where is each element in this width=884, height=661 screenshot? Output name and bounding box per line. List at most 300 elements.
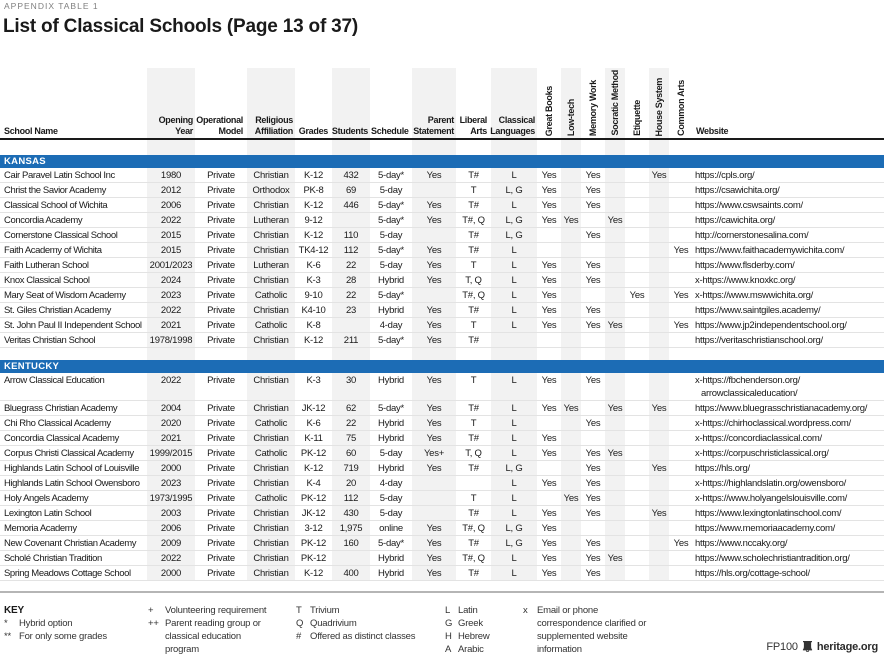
cell-name: St. John Paul II Independent School [4,320,142,331]
cell-students [331,318,371,332]
cell-model: Private [207,185,235,196]
cell-year: 2015 [160,230,182,241]
cell-languages: L, G [505,230,523,241]
cell-year: 2006 [160,523,182,534]
key-symbol: ++ [148,618,159,629]
cell-liberal: T#, Q [462,523,485,534]
cell-common [670,303,692,317]
cell-languages: L [511,375,517,386]
cell-parent: Yes [426,403,442,414]
cell-etiquette: Yes [629,290,645,301]
cell-model: Private [207,305,235,316]
cell-socratic [604,228,626,242]
cell-students: 22 [345,260,357,271]
table-row [0,213,884,228]
cell-liberal: T#, Q [462,290,485,301]
key-text: Hebrew [458,631,490,642]
key-entry [4,617,134,630]
cell-website: https://www.bluegrasschristianacademy.org/ [695,403,868,414]
cell-year: 2004 [160,403,182,414]
cell-grades: PK-12 [300,448,327,459]
cell-parent: Yes [426,335,442,346]
cell-model: Private [207,463,235,474]
cell-website [692,373,884,400]
cell-memory [582,431,604,445]
cell-students: 211 [343,335,359,346]
cell-religion: Christian [253,170,289,181]
heritage-bell-icon [802,641,813,653]
cell-year: 2006 [160,200,182,211]
cell-parent [411,506,457,520]
cell-great: Yes [541,200,557,211]
cell-low [560,431,582,445]
cell-parent: Yes [426,523,442,534]
cell-grades: JK-12 [301,508,326,519]
cell-year: 1973/1995 [149,493,193,504]
cell-house [648,183,670,197]
cell-etiquette [626,521,648,535]
cell-house [648,288,670,302]
cell-name: Corpus Christi Classical Academy [4,448,134,459]
website-line-2: arrowclassicaleducation/ [701,388,798,399]
cell-languages: L [511,508,517,519]
table-row [0,288,884,303]
cell-low [560,243,582,257]
cell-common [670,213,692,227]
cell-grades: K-6 [306,260,321,271]
key-group [445,604,518,656]
cell-name: Christ the Savior Academy [4,185,106,196]
cell-house [648,476,670,490]
cell-low [560,566,582,580]
table-row [0,521,884,536]
cell-languages: L [511,320,517,331]
cell-year: 2001/2023 [149,260,193,271]
cell-parent: Yes [426,568,442,579]
table-row [0,491,884,506]
cell-schedule: Hybrid [378,305,404,316]
cell-etiquette [626,258,648,272]
cell-etiquette [626,566,648,580]
footer-brand [766,641,878,653]
cell-name: Chi Rho Classical Academy [4,418,111,429]
table-row [0,566,884,581]
cell-students: 60 [345,448,357,459]
cell-liberal: T# [468,245,479,256]
key-group [148,604,269,656]
column-header-socratic: Socratic Method [609,70,620,136]
cell-year: 2023 [160,290,182,301]
cell-religion: Christian [253,478,289,489]
cell-religion: Christian [253,275,289,286]
key-text: Quadrivium [310,618,357,629]
cell-website: https://cpls.org/ [695,170,755,181]
key-entry [445,617,518,630]
cell-parent: Yes [426,320,442,331]
column-header-parent: Parent Statement [413,115,454,136]
key-legend [0,604,884,661]
cell-languages: L [511,433,517,444]
cell-common [670,168,692,182]
table-row [0,168,884,183]
table-row [0,183,884,198]
cell-etiquette [626,446,648,460]
cell-year: 2009 [160,538,182,549]
cell-great [538,228,560,242]
column-header-schedule: Schedule [371,125,409,136]
cell-socratic [604,303,626,317]
cell-religion: Christian [253,375,289,386]
table-row [0,273,884,288]
key-symbol: * [4,618,8,629]
cell-etiquette [626,536,648,550]
cell-parent: Yes [426,553,442,564]
key-entry [296,604,440,617]
cell-model: Private [207,200,235,211]
cell-schedule: 5-day [379,230,403,241]
cell-religion: Christian [253,403,289,414]
cell-languages: L [511,418,517,429]
cell-liberal: T#, Q [462,553,485,564]
key-text: Latin [458,605,478,616]
key-entry [4,630,134,643]
key-entry [296,617,440,630]
cell-model: Private [207,553,235,564]
cell-religion: Christian [253,508,289,519]
cell-grades: K-12 [303,335,324,346]
key-text: Hybrid option [19,618,73,629]
cell-schedule: Hybrid [378,553,404,564]
cell-house [648,228,670,242]
cell-students: 75 [345,433,357,444]
cell-languages: L, G [505,215,523,226]
cell-languages: L [511,493,517,504]
cell-religion: Catholic [254,290,288,301]
cell-year: 2021 [160,433,182,444]
key-entry [148,604,269,617]
cell-model: Private [207,418,235,429]
cell-common: Yes [673,538,689,549]
cell-parent: Yes [426,215,442,226]
cell-parent [411,183,457,197]
cell-model: Private [207,260,235,271]
cell-website: x-https://highlandslatin.org/owensboro/ [695,478,846,489]
cell-name: Cair Paravel Latin School Inc [4,170,115,181]
cell-year: 2000 [160,463,182,474]
cell-students: 28 [345,275,357,286]
cell-low [560,198,582,212]
cell-schedule: Hybrid [378,275,404,286]
cell-memory: Yes [585,448,601,459]
cell-common [670,333,692,347]
column-header-house: House System [653,77,664,136]
cell-common [670,521,692,535]
cell-house [648,273,670,287]
cell-year: 2024 [160,275,182,286]
cell-great: Yes [541,185,557,196]
cell-website: x-https://www.mswwichita.org/ [695,290,813,301]
cell-model: Private [207,478,235,489]
key-entry [445,630,518,643]
cell-website: https://www.nccaky.org/ [695,538,788,549]
cell-model: Private [207,538,235,549]
cell-memory [582,521,604,535]
cell-model: Private [207,335,235,346]
cell-etiquette [626,303,648,317]
cell-grades: 3-12 [304,523,323,534]
column-header-languages: Classical Languages [490,115,535,136]
cell-name: Classical School of Wichita [4,200,108,211]
cell-languages: L [511,305,517,316]
cell-year: 1999/2015 [149,448,193,459]
cell-common [670,401,692,415]
column-header-memory: Memory Work [587,79,598,136]
column-header-model: Operational Model [196,115,243,136]
cell-parent: Yes [426,375,442,386]
cell-low [560,536,582,550]
cell-students: 160 [343,538,359,549]
cell-languages [490,333,538,347]
cell-languages: L, G [505,538,523,549]
table-row [0,258,884,273]
cell-liberal: T# [468,433,479,444]
cell-name: New Covenant Christian Academy [4,538,137,549]
cell-common [670,183,692,197]
cell-model: Private [207,523,235,534]
cell-socratic: Yes [607,215,623,226]
cell-memory: Yes [585,275,601,286]
key-text: For only some grades [19,631,107,642]
cell-socratic [604,373,626,400]
cell-great [538,416,560,430]
cell-liberal: T [470,418,477,429]
cell-students: 69 [345,185,357,196]
cell-languages: L [511,260,517,271]
cell-schedule: 5-day* [378,335,404,346]
column-header-year: Opening Year [158,115,193,136]
key-symbol: ** [4,631,11,642]
key-title: KEY [4,605,24,616]
cell-house [648,521,670,535]
cell-socratic: Yes [607,403,623,414]
cell-house: Yes [651,463,667,474]
cell-grades: 9-10 [304,290,323,301]
cell-great: Yes [541,375,557,386]
cell-name: Bluegrass Christian Academy [4,403,118,414]
cell-low [560,258,582,272]
page-title: List of Classical Schools (Page 13 of 37) [3,16,359,37]
cell-parent: Yes [426,305,442,316]
cell-name: Knox Classical School [4,275,90,286]
cell-schedule: 5-day* [378,170,404,181]
cell-house [648,213,670,227]
column-header-low: Low-tech [565,98,576,136]
cell-common [670,258,692,272]
cell-parent [411,228,457,242]
cell-house [648,318,670,332]
cell-house [648,198,670,212]
cell-name: Highlands Latin School Owensboro [4,478,140,489]
cell-religion: Christian [253,553,289,564]
cell-year: 2015 [160,245,182,256]
cell-liberal: T# [468,568,479,579]
key-text: Offered as distinct classes [310,631,416,642]
cell-parent: Yes [426,260,442,271]
cell-liberal: T#, Q [462,215,485,226]
cell-website: https://hls.org/cottage-school/ [695,568,810,579]
cell-great: Yes [541,553,557,564]
cell-common [670,416,692,430]
cell-website: x-https://chirhoclassical.wordpress.com/ [695,418,851,429]
key-text: Arabic [458,644,484,655]
cell-students: 20 [345,478,357,489]
cell-low [560,506,582,520]
cell-model: Private [207,433,235,444]
cell-memory: Yes [585,463,601,474]
table-row [0,506,884,521]
cell-grades: K-12 [303,230,324,241]
cell-socratic [604,198,626,212]
table-row [0,303,884,318]
cell-house [648,303,670,317]
cell-common [670,431,692,445]
key-symbol: A [445,644,452,655]
cell-model: Private [207,448,235,459]
cell-socratic [604,183,626,197]
section-header-kentucky: KENTUCKY [0,360,884,373]
cell-students: 719 [343,463,359,474]
cell-etiquette [626,401,648,415]
cell-common: Yes [673,245,689,256]
cell-house: Yes [651,508,667,519]
cell-model: Private [207,320,235,331]
cell-name: Holy Angels Academy [4,493,89,504]
cell-house [648,258,670,272]
cell-liberal: T# [468,230,479,241]
schools-table [0,68,884,581]
table-row [0,401,884,416]
cell-memory: Yes [585,260,601,271]
cell-low [560,416,582,430]
key-symbol: Q [296,618,304,629]
cell-religion: Catholic [254,448,288,459]
column-header-etiquette: Etiquette [631,100,642,136]
appendix-label: APPENDIX TABLE 1 [4,1,99,11]
column-header-students: Students [331,125,368,136]
cell-name: Mary Seat of Wisdom Academy [4,290,126,301]
cell-languages: L [511,553,517,564]
key-text: Email or phone correspondence clarified or supplemented website information [537,605,647,655]
cell-etiquette [626,431,648,445]
cell-house [648,566,670,580]
cell-great: Yes [541,290,557,301]
key-group [296,604,440,643]
cell-year: 1978/1998 [149,335,193,346]
cell-website: x-https://www.holyangelslouisville.com/ [695,493,847,504]
cell-languages: L [511,245,517,256]
cell-model: Private [207,215,235,226]
cell-website: https://www.memoriaacademy.com/ [695,523,835,534]
cell-parent: Yes [426,275,442,286]
cell-grades: K-6 [306,418,321,429]
cell-year: 2022 [160,305,182,316]
column-header-website: Website [696,125,729,136]
cell-year: 2021 [160,320,182,331]
key-symbol: + [148,605,154,616]
cell-religion: Christian [253,335,289,346]
cell-students: 1,975 [339,523,363,534]
cell-low [560,318,582,332]
cell-name: Concordia Academy [4,215,83,226]
cell-low [560,228,582,242]
key-text: Volunteering requirement [165,605,267,616]
cell-liberal: T# [468,170,479,181]
cell-model: Private [207,375,235,386]
key-symbol: T [296,605,302,616]
cell-students: 62 [345,403,357,414]
cell-common [670,476,692,490]
cell-religion: Catholic [254,320,288,331]
key-text: Parent reading group or classical education program [165,618,261,655]
cell-schedule: 4-day [379,478,403,489]
cell-great: Yes [541,260,557,271]
cell-students: 23 [345,305,357,316]
footer-divider [0,591,884,593]
key-entry [445,604,518,617]
cell-memory: Yes [585,568,601,579]
cell-house [648,551,670,565]
cell-memory [582,213,604,227]
cell-schedule: 5-day [379,448,403,459]
cell-students [331,551,371,565]
table-row [0,461,884,476]
cell-common [670,461,692,475]
cell-socratic [604,416,626,430]
cell-name: St. Giles Christian Academy [4,305,111,316]
cell-etiquette [626,228,648,242]
cell-house: Yes [651,403,667,414]
table-row [0,333,884,348]
cell-schedule: 5-day* [378,245,404,256]
cell-socratic [604,476,626,490]
cell-low [560,551,582,565]
cell-great: Yes [541,523,557,534]
cell-name: Highlands Latin School of Louisville [4,463,140,474]
column-header-grades: Grades [298,125,328,136]
cell-schedule: 4-day [379,320,403,331]
cell-model: Private [207,290,235,301]
cell-etiquette [626,416,648,430]
cell-common [670,506,692,520]
cell-memory [582,401,604,415]
cell-liberal: T [470,375,477,386]
cell-schedule: online [379,523,403,534]
cell-memory: Yes [585,305,601,316]
key-symbol: L [445,605,451,616]
table-row [0,228,884,243]
cell-great: Yes [541,433,557,444]
cell-year: 2022 [160,553,182,564]
column-header-liberal: Liberal Arts [459,115,487,136]
cell-religion: Christian [253,433,289,444]
cell-liberal: T# [468,335,479,346]
cell-grades: K-4 [306,478,321,489]
cell-memory: Yes [585,375,601,386]
cell-model: Private [207,230,235,241]
cell-great [538,243,560,257]
cell-website: https://www.saintgiles.academy/ [695,305,821,316]
cell-great: Yes [541,448,557,459]
